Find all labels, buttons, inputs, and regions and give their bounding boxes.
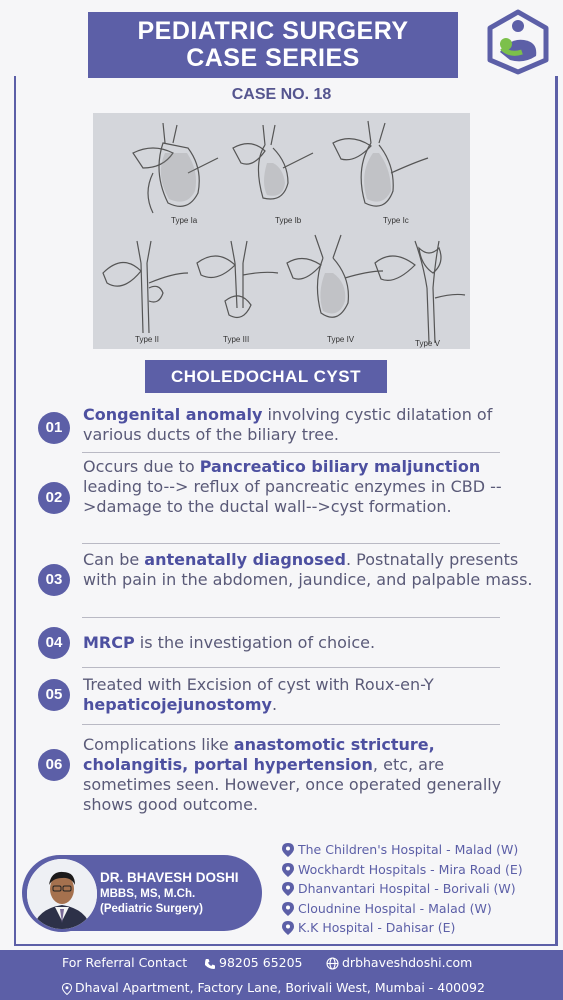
divider [82,452,500,453]
point-bold: hepaticojejunostomy [83,695,272,714]
diagram-label-type-ib: Type Ib [275,216,302,225]
point-lead: Treated with Excision of cyst with Roux-en-Y [83,675,434,694]
location-pin-icon [62,983,72,995]
page-title [88,12,458,78]
diagram-label-type-iv: Type IV [327,335,355,344]
doctor-specialty: (Pediatric Surgery) [100,903,203,915]
point-body: leading to--> reflux of pancreatic enzymes in CBD -->damage to the ductal wall-->cyst formation. [83,477,502,516]
address-bar [0,977,563,1000]
point-text [83,633,533,653]
point-bold: MRCP [83,633,135,652]
point-number: 01 [38,412,70,444]
logo-icon [484,8,552,76]
point-text [83,675,533,715]
point-body: . [271,695,278,714]
point-bold: Pancreatico biliary maljunction [199,457,481,476]
point-lead: Complications like [83,735,234,754]
point-number: 06 [38,749,70,781]
phone-number: 98205 65205 [219,955,303,970]
doctor-name: DR. BHAVESH DOSHI [100,870,239,885]
hospital-list [282,840,552,938]
diagram-label-type-ia: Type Ia [171,216,198,225]
point-body: , etc, are sometimes seen. However, once operated generally shows good outcome. [83,755,502,814]
point-number: 04 [38,627,70,659]
point-lead: Occurs due to [83,457,200,476]
point-bold: anastomotic stricture, cholangitis, portal hypertension [83,735,435,774]
hospital-name: Cloudnine Hospital - Malad (W) [298,900,492,916]
point-body: . Postnatally presents with pain in the abdomen, jaundice, and palpable mass. [83,550,533,589]
point-number: 05 [38,679,70,711]
point-number: 03 [38,564,70,596]
point-lead: Can be [83,550,145,569]
title-line-2: CASE SERIES [186,44,360,72]
cyst-types-drawing [93,113,470,349]
doctor-degrees: MBBS, MS, M.Ch. [100,888,196,900]
title-line-1: PEDIATRIC SURGERY [137,17,409,45]
point-text [83,735,533,815]
avatar [24,856,100,932]
hospital-name: Dhanvantari Hospital - Borivali (W) [298,881,516,896]
doctor-portrait-icon [27,859,97,929]
diagram-label-type-v: Type V [415,339,440,348]
divider [82,724,500,725]
location-pin-icon [282,843,294,857]
hospital-name: The Children's Hospital - Malad (W) [298,842,519,857]
list-item [282,899,552,919]
divider [82,617,500,618]
point-bold: antenatally diagnosed [144,550,346,569]
divider [82,543,500,544]
website-link[interactable] [326,955,472,970]
globe-icon [326,957,339,970]
diagram-label-type-iii: Type III [223,335,250,344]
address-text: Dhaval Apartment, Factory Lane, Borivali West, Mumbai - 400092 [75,980,485,995]
location-pin-icon [282,863,294,877]
list-item [282,879,552,899]
point-body: is the investigation of choice. [134,633,376,652]
diagram-label-type-ic: Type Ic [383,216,409,225]
point-body: involving cystic dilatation of various ducts of the biliary tree. [83,405,493,444]
referral-label: For Referral Contact [62,955,188,970]
address [62,980,485,995]
choledochal-cyst-types-diagram [93,113,470,349]
point-number: 02 [38,482,70,514]
point-text [83,405,533,445]
location-pin-icon [282,902,294,916]
phone-icon [204,958,216,970]
doctor-qualifications [100,887,203,917]
phone-link[interactable] [204,955,303,970]
point-text [83,457,533,517]
topic-heading: CHOLEDOCHAL CYST [145,360,387,393]
location-pin-icon [282,921,294,935]
location-pin-icon [282,882,294,896]
divider [82,667,500,668]
point-text [83,550,533,590]
point-bold: Congenital anomaly [83,405,263,424]
list-item [282,860,552,880]
website-url: drbhaveshdoshi.com [342,955,473,970]
list-item [282,840,552,860]
hospital-name: K.K Hospital - Dahisar (E) [298,920,456,935]
case-number: CASE NO. 18 [231,86,332,103]
list-item [282,918,552,938]
contact-bar [0,950,563,977]
hospital-name: Wockhardt Hospitals - Mira Road (E) [298,861,523,877]
diagram-label-type-ii: Type II [135,335,160,344]
